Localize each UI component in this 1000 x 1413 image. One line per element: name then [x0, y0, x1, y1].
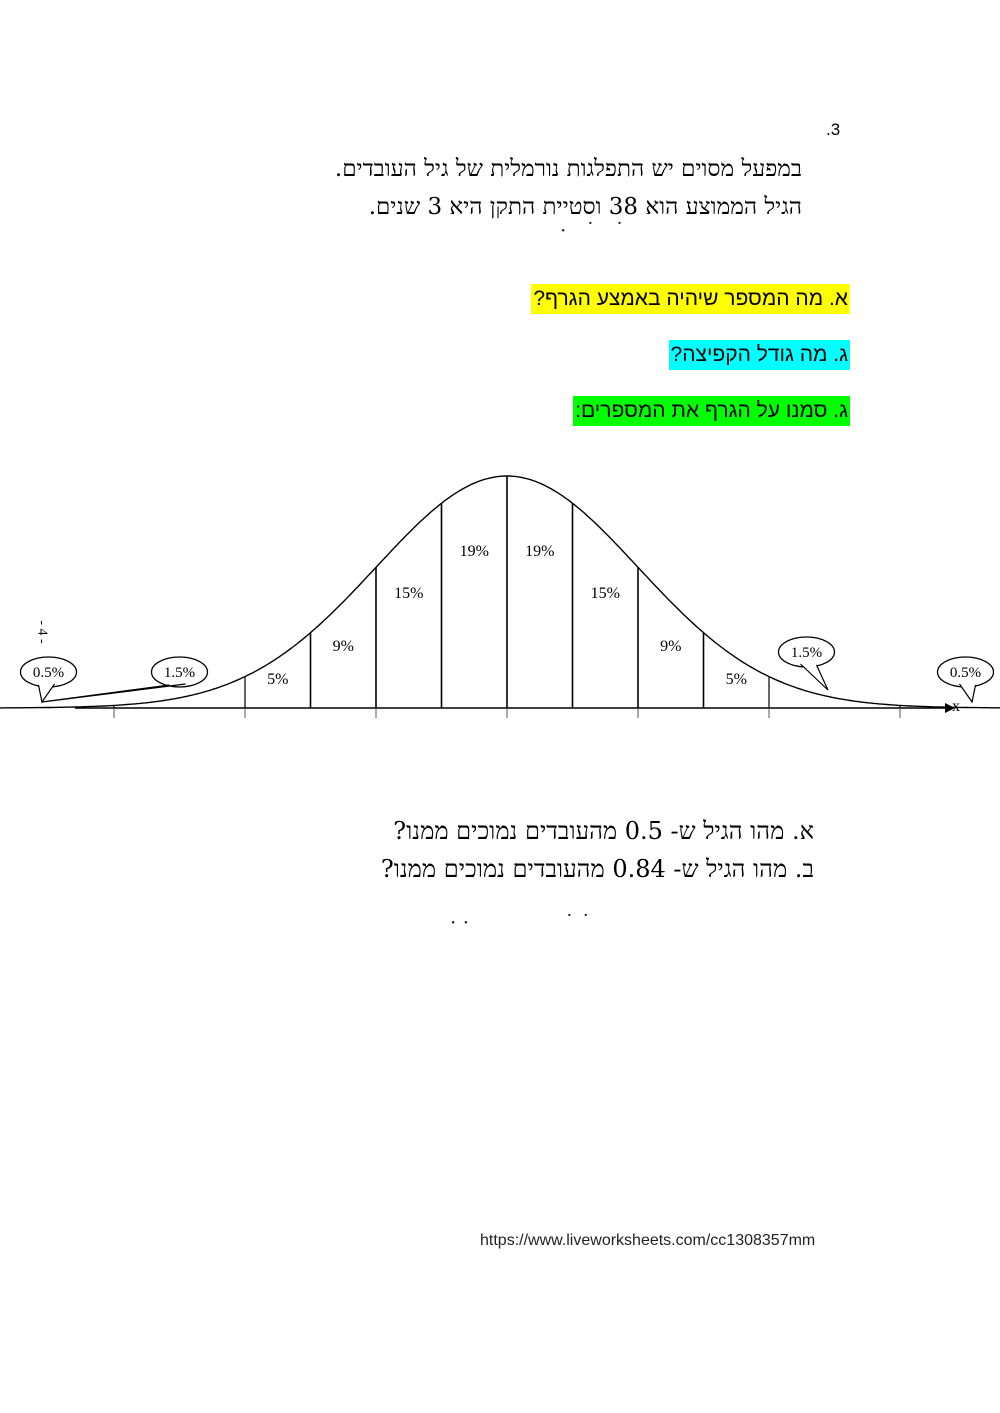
normal-distribution-chart	[0, 440, 1000, 740]
segment-label: 19%	[459, 543, 489, 560]
segment-label: 0.5%	[32, 665, 65, 681]
follow-up-questions	[174, 812, 814, 888]
x-axis-label: x	[952, 698, 960, 715]
segment-label: 5%	[725, 671, 747, 688]
cropped-text-fragment-2: · · ˙ ˙	[450, 910, 591, 934]
highlighted-question-b: ג. מה גודל הקפיצה?	[669, 340, 850, 370]
callout-pointer	[42, 684, 186, 702]
segment-label: 9%	[332, 638, 354, 655]
footer-url[interactable]: https://www.liveworksheets.com/cc1308357mm	[480, 1232, 816, 1249]
highlighted-question-c: ג. סמנו על הגרף את המספרים:	[573, 396, 850, 426]
intro-line-2: הגיל הממוצע הוא 38 וסטיית התקן היא 3 שנים.	[368, 194, 802, 220]
segment-label: 9%	[660, 638, 682, 655]
distribution-curve	[0, 476, 1000, 708]
intro-line-1: במפעל מסוים יש התפלגות נורמלית של גיל העובדים.	[334, 156, 802, 182]
callout-pointer	[801, 664, 828, 690]
cropped-text-fragment: · ˙ ˙	[560, 218, 625, 242]
callout-pointer	[39, 684, 55, 702]
chart-svg	[0, 440, 1000, 740]
side-page-number: - 4 -	[34, 620, 50, 644]
segment-label: 15%	[394, 585, 424, 602]
question-line-b: ב. מהו הגיל ש- 0.84 מהעובדים נמוכים ממנו?	[380, 855, 814, 883]
segment-label: 0.5%	[949, 665, 982, 681]
segment-label: 19%	[525, 543, 555, 560]
question-number: .3	[826, 120, 841, 139]
segment-label: 1.5%	[790, 645, 823, 661]
segment-label: 1.5%	[163, 665, 196, 681]
highlighted-question-a: א. מה המספר שיהיה באמצע הגרף?	[531, 284, 850, 314]
question-line-a: א. מהו הגיל ש- 0.5 מהעובדים נמוכים ממנו?	[393, 817, 814, 845]
question-intro	[162, 150, 802, 226]
segment-label: 5%	[267, 671, 289, 688]
segment-label: 15%	[590, 585, 620, 602]
callout-pointer	[960, 684, 976, 702]
